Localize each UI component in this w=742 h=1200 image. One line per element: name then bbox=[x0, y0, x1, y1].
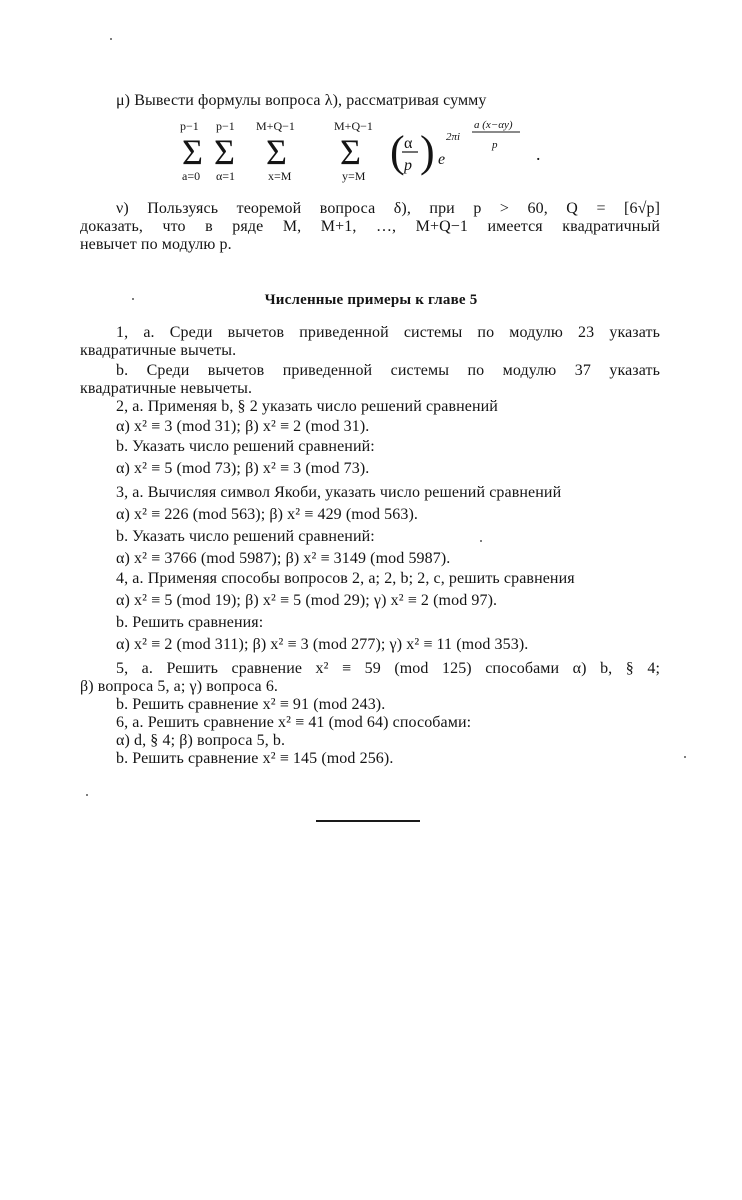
legendre-denominator: p bbox=[404, 157, 412, 174]
example-4a-cases: α) x² ≡ 5 (mod 19); β) x² ≡ 5 (mod 29); γ) x² ≡ 2 (mod 97). bbox=[116, 592, 498, 609]
example-4b: b. Решить сравнения: bbox=[116, 614, 264, 631]
example-4b-cases: α) x² ≡ 2 (mod 311); β) x² ≡ 3 (mod 277); γ) x² ≡ 11 (mod 353). bbox=[116, 636, 529, 653]
print-speck bbox=[86, 794, 88, 796]
lower-limit-3: x=M bbox=[268, 169, 292, 183]
exp-prefix: 2πi bbox=[446, 131, 461, 143]
example-3b-cases: α) x² ≡ 3766 (mod 5987); β) x² ≡ 3149 (mod 5987). bbox=[116, 550, 451, 567]
example-6a-cases: α) d, § 4; β) вопроса 5, b. bbox=[116, 732, 286, 749]
lower-limit-4: y=M bbox=[342, 169, 366, 183]
example-1a-line2: квадратичные вычеты. bbox=[80, 342, 237, 359]
sigma-2: Σ bbox=[214, 132, 235, 172]
end-rule bbox=[316, 820, 420, 822]
legendre-numerator: α bbox=[404, 135, 413, 152]
section-title: Численные примеры к главе 5 bbox=[264, 292, 478, 308]
upper-limit-1: p−1 bbox=[180, 119, 199, 133]
left-paren: ( bbox=[390, 127, 405, 176]
example-2b-cases: α) x² ≡ 5 (mod 73); β) x² ≡ 3 (mod 73). bbox=[116, 460, 370, 477]
problem-mu-text: μ) Вывести формулы вопроса λ), рассматривая сумму bbox=[116, 92, 487, 109]
example-6a: 6, a. Решить сравнение x² ≡ 41 (mod 64) способами: bbox=[116, 714, 472, 731]
example-1a-line1: 1, a. Среди вычетов приведенной системы по модулю 23 указать bbox=[116, 324, 660, 341]
example-1b-line1: b. Среди вычетов приведенной системы по модулю 37 указать bbox=[116, 362, 660, 379]
example-2b: b. Указать число решений сравнений: bbox=[116, 438, 375, 455]
end-dot: . bbox=[536, 144, 541, 164]
problem-nu-line1: ν) Пользуясь теоремой вопроса δ), при p > 60, Q = [6√p] bbox=[116, 200, 660, 217]
sigma-1: Σ bbox=[182, 132, 203, 172]
right-paren: ) bbox=[420, 127, 435, 176]
example-3a: 3, a. Вычисляя символ Якоби, указать число решений сравнений bbox=[116, 484, 562, 501]
exp-base: e bbox=[438, 151, 446, 168]
print-speck bbox=[684, 756, 686, 758]
lower-limit-2: α=1 bbox=[216, 169, 236, 183]
example-1b-line2: квадратичные невычеты. bbox=[80, 380, 253, 397]
example-5a-line1: 5, a. Решить сравнение x² ≡ 59 (mod 125) способами α) b, § 4; bbox=[116, 660, 660, 677]
problem-nu-line3: невычет по модулю p. bbox=[80, 236, 232, 253]
example-4a: 4, a. Применяя способы вопросов 2, a; 2, b; 2, c, решить сравнения bbox=[116, 570, 575, 587]
example-3b: b. Указать число решений сравнений: bbox=[116, 528, 375, 545]
lower-limit-1: a=0 bbox=[182, 169, 201, 183]
exp-numerator: a (x−αy) bbox=[474, 119, 513, 131]
example-6b: b. Решить сравнение x² ≡ 145 (mod 256). bbox=[116, 750, 394, 767]
print-speck bbox=[110, 38, 112, 40]
exp-denominator: p bbox=[492, 139, 498, 151]
example-3a-cases: α) x² ≡ 226 (mod 563); β) x² ≡ 429 (mod 563). bbox=[116, 506, 418, 523]
example-5b: b. Решить сравнение x² ≡ 91 (mod 243). bbox=[116, 696, 386, 713]
problem-nu-line2: доказать, что в ряде M, M+1, …, M+Q−1 имеется квадратичный bbox=[80, 218, 660, 235]
example-5a-line2: β) вопроса 5, a; γ) вопроса 6. bbox=[80, 678, 279, 695]
upper-limit-2: p−1 bbox=[216, 119, 235, 133]
upper-limit-4: M+Q−1 bbox=[334, 119, 373, 133]
sigma-4: Σ bbox=[340, 132, 361, 172]
upper-limit-3: M+Q−1 bbox=[256, 119, 295, 133]
sum-formula bbox=[180, 118, 560, 190]
sigma-3: Σ bbox=[266, 132, 287, 172]
example-2a: 2, a. Применяя b, § 2 указать число решений сравнений bbox=[116, 398, 498, 415]
example-2a-cases: α) x² ≡ 3 (mod 31); β) x² ≡ 2 (mod 31). bbox=[116, 418, 370, 435]
